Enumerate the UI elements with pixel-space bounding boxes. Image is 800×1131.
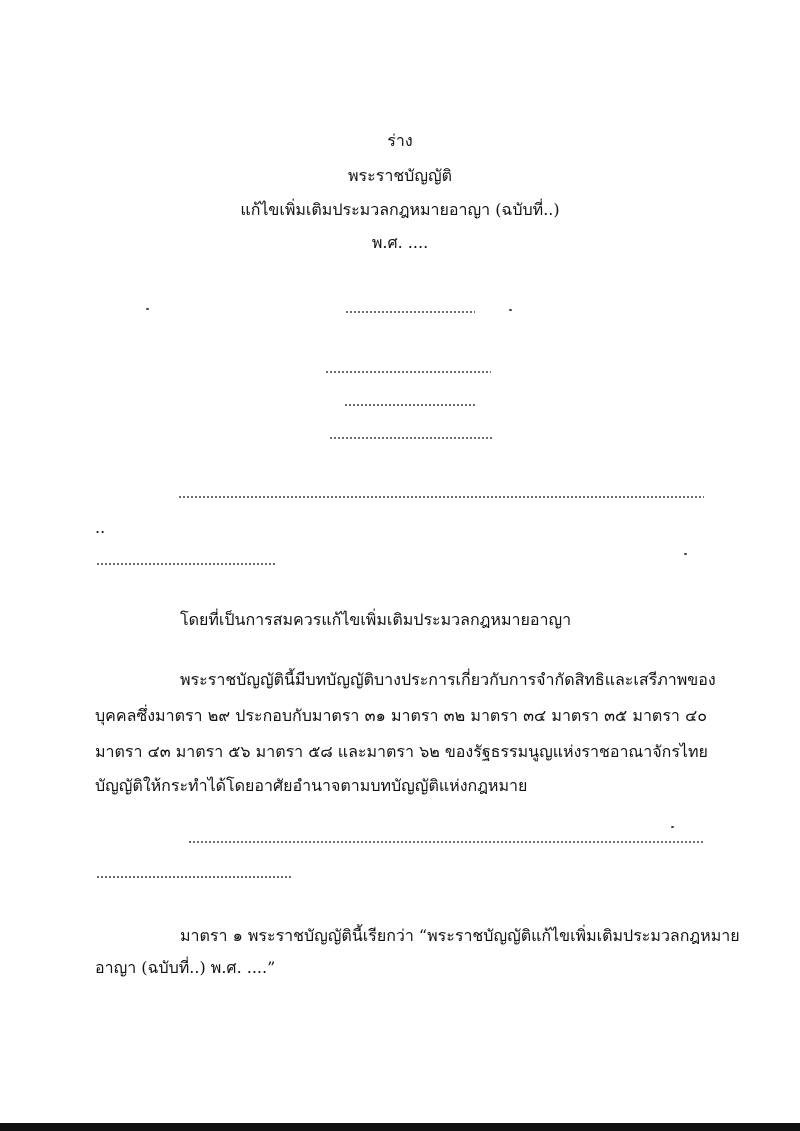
dotted-line-2 bbox=[325, 371, 491, 373]
dotted-line-long-2 bbox=[188, 841, 704, 843]
scan-speck bbox=[509, 309, 512, 311]
dotted-line-1 bbox=[345, 311, 475, 313]
enactment-placeholder: .. bbox=[95, 518, 106, 537]
dotted-line-short-1 bbox=[96, 563, 277, 565]
dotted-line-long-1 bbox=[178, 496, 704, 498]
preamble-line-1: พระราชบัญญัตินี้มีบทบัญญัติบางประการเกี่ยวกับการจำกัดสิทธิและเสรีภาพของ bbox=[180, 670, 716, 689]
section1-line-2: อาญา (ฉบับที่..) พ.ศ. ....” bbox=[95, 958, 276, 977]
preamble-reason: โดยที่เป็นการสมควรแก้ไขเพิ่มเติมประมวลกฎหมายอาญา bbox=[180, 610, 572, 629]
dotted-line-3 bbox=[344, 404, 475, 406]
scan-speck bbox=[671, 826, 674, 828]
act-type: พระราชบัญญัติ bbox=[348, 166, 452, 185]
preamble-line-2: บุคคลซึ่งมาตรา ๒๙ ประกอบกับมาตรา ๓๑ มาตรา ๓๒ มาตรา ๓๔ มาตรา ๓๕ มาตรา ๔๐ bbox=[95, 706, 707, 725]
scan-speck bbox=[684, 553, 687, 555]
preamble-line-4: บัญญัติให้กระทำได้โดยอาศัยอำนาจตามบทบัญญัติแห่งกฎหมาย bbox=[95, 776, 528, 795]
scan-bottom-edge bbox=[0, 1123, 800, 1131]
draft-label: ร่าง bbox=[387, 131, 413, 150]
dotted-line-4 bbox=[329, 437, 494, 439]
scan-speck bbox=[146, 308, 149, 310]
act-title: แก้ไขเพิ่มเติมประมวลกฎหมายอาญา (ฉบับที่..) bbox=[240, 200, 560, 219]
preamble-line-3: มาตรา ๔๓ มาตรา ๕๖ มาตรา ๕๘ และมาตรา ๖๒ ของรัฐธรรมนูญแห่งราชอาณาจักรไทย bbox=[95, 742, 708, 761]
section1-line-1: มาตรา ๑ พระราชบัญญัตินี้เรียกว่า “พระราชบัญญัติแก้ไขเพิ่มเติมประมวลกฎหมาย bbox=[180, 926, 740, 945]
act-year: พ.ศ. .... bbox=[371, 233, 429, 252]
dotted-line-short-2 bbox=[96, 876, 293, 878]
